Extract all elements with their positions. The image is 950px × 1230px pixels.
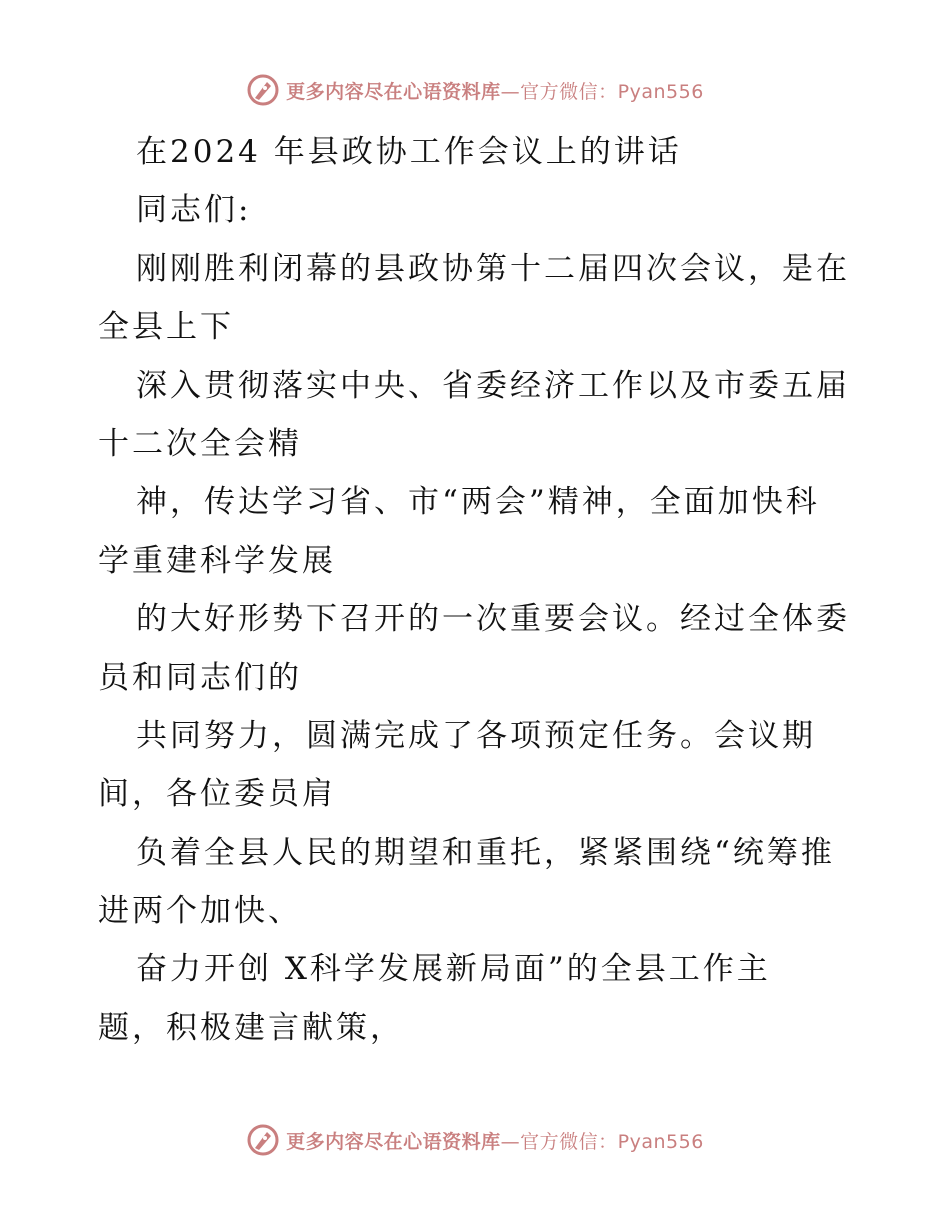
- pen-nib-icon: [246, 73, 280, 107]
- paragraph-line: 负着全县人民的期望和重托，紧紧围绕“统筹推: [136, 834, 835, 871]
- paragraph-line: 全县上下: [98, 309, 234, 346]
- watermark-contact: —官方微信：Pyan556: [500, 80, 704, 103]
- paragraph-line: 奋力开创 X科学发展新局面”的全县工作主: [136, 951, 771, 988]
- paragraph-line: 十二次全会精: [98, 425, 302, 462]
- paragraph-line: 进两个加快、: [98, 893, 302, 930]
- document-title: 在2024 年县政协工作会议上的讲话: [136, 134, 682, 170]
- paragraph-line: 神，传达学习省、市“两会”精神，全面加快科: [136, 484, 820, 521]
- paragraph-line: 深入贯彻落实中央、省委经济工作以及市委五届: [136, 367, 850, 404]
- watermark-text: [286, 1127, 704, 1154]
- paragraph-line: 学重建科学发展: [98, 542, 336, 579]
- watermark-brand: 更多内容尽在心语资料库: [286, 80, 501, 103]
- document-body: [98, 123, 858, 1057]
- watermark-brand: 更多内容尽在心语资料库: [286, 1130, 501, 1153]
- paragraph-line: 题，积极建言献策，: [98, 1009, 404, 1046]
- paragraph-line: 间，各位委员肩: [98, 776, 336, 813]
- watermark-text: [286, 77, 704, 104]
- paragraph-line: 的大好形势下召开的一次重要会议。经过全体委: [136, 601, 850, 638]
- paragraph-line: 刚刚胜利闭幕的县政协第十二届四次会议，是在: [136, 250, 850, 287]
- pen-nib-icon: [246, 1123, 280, 1157]
- watermark-contact: —官方微信：Pyan556: [500, 1130, 704, 1153]
- paragraph-line: 员和同志们的: [98, 659, 302, 696]
- paragraph-line: 共同努力，圆满完成了各项预定任务。会议期: [136, 717, 816, 754]
- salutation: 同志们:: [136, 192, 252, 229]
- footer-watermark: [0, 1120, 950, 1160]
- header-watermark: [0, 70, 950, 110]
